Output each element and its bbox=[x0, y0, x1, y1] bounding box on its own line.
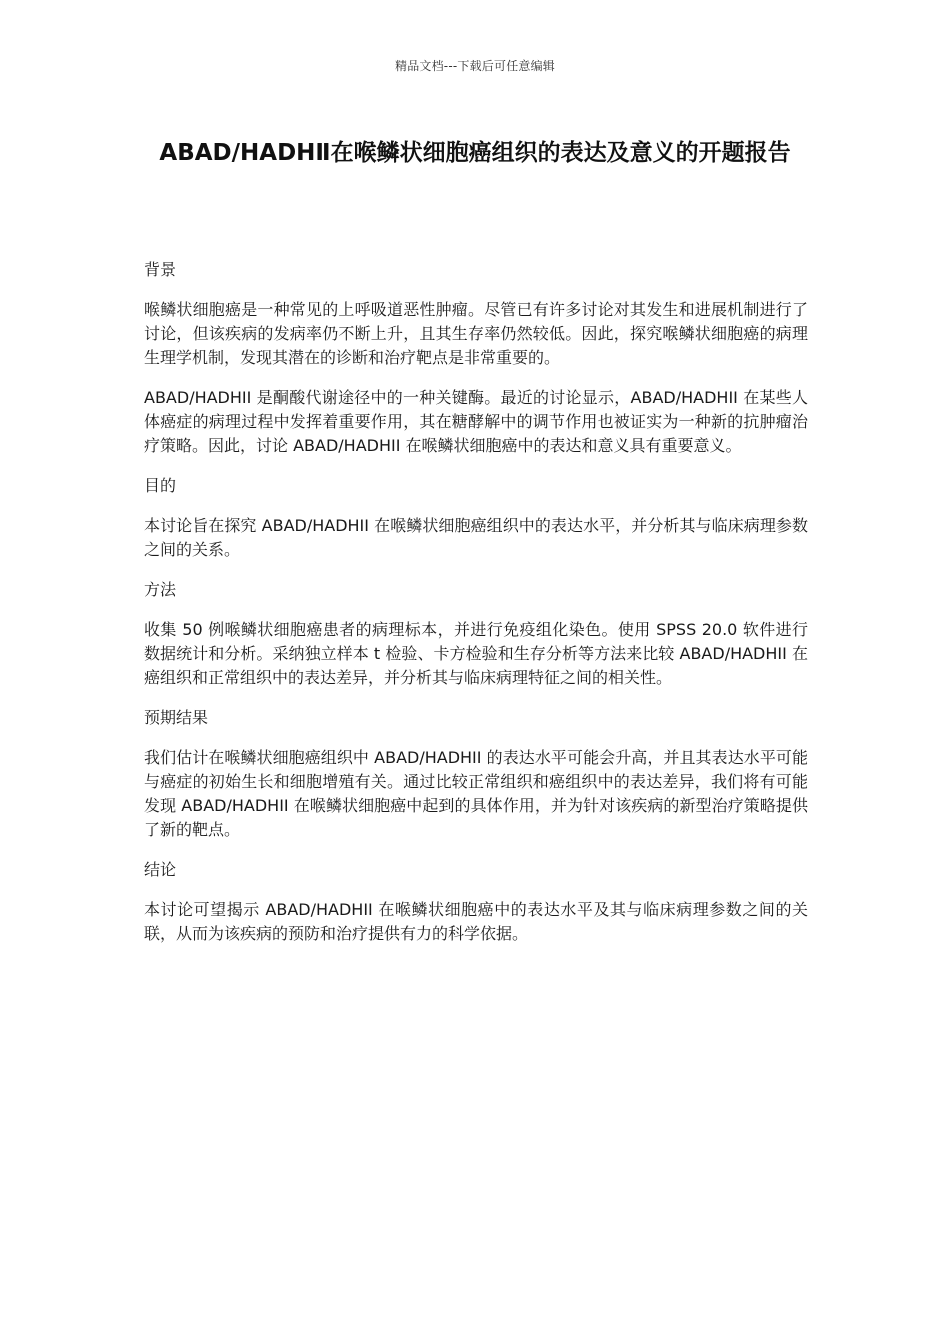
paragraph-background-1: 喉鳞状细胞癌是一种常见的上呼吸道恶性肿瘤。尽管已有许多讨论对其发生和进展机制进行了讨论，但该疾病的发病率仍不断上升，且其生存率仍然较低。因此，探究喉鳞状细胞癌的病理生理学机制，发现其潜在的诊断和治疗靶点是非常重要的。 bbox=[144, 300, 808, 367]
header-note: 精品文档---下载后可任意编辑 bbox=[395, 59, 555, 73]
paragraph-expected-results: 我们估计在喉鳞状细胞癌组织中 ABAD/HADHII 的表达水平可能会升高，并且其表达水平可能与癌症的初始生长和细胞增殖有关。通过比较正常组织和癌组织中的表达差异，我们将有可能发现 ABAD/HADHII 在喉鳞状细胞癌中起到的具体作用，并为针对该疾病的新型治疗策略提供了新的靶点。 bbox=[144, 748, 808, 839]
section-heading-background: 背景 bbox=[144, 260, 177, 279]
paragraph-background-2: ABAD/HADHII 是酮酸代谢途径中的一种关键酶。最近的讨论显示，ABAD/HADHII 在某些人体癌症的病理过程中发挥着重要作用，其在糖酵解中的调节作用也被证实为一种新的抗肿瘤治疗策略。因此，讨论 ABAD/HADHII 在喉鳞状细胞癌中的表达和意义具有重要意义。 bbox=[144, 388, 808, 455]
document-title: ABAD/HADHⅡ在喉鳞状细胞癌组织的表达及意义的开题报告 bbox=[159, 140, 791, 166]
document-body bbox=[144, 258, 808, 962]
section-heading-methods: 方法 bbox=[144, 580, 177, 599]
section-heading-expected-results: 预期结果 bbox=[144, 708, 209, 727]
section-heading-objective: 目的 bbox=[144, 476, 177, 495]
section-heading-conclusion: 结论 bbox=[144, 860, 177, 879]
paragraph-conclusion: 本讨论可望揭示 ABAD/HADHII 在喉鳞状细胞癌中的表达水平及其与临床病理参数之间的关联，从而为该疾病的预防和治疗提供有力的科学依据。 bbox=[144, 900, 808, 943]
paragraph-objective: 本讨论旨在探究 ABAD/HADHII 在喉鳞状细胞癌组织中的表达水平，并分析其与临床病理参数之间的关系。 bbox=[144, 516, 808, 559]
paragraph-methods: 收集 50 例喉鳞状细胞癌患者的病理标本，并进行免疫组化染色。使用 SPSS 20.0 软件进行数据统计和分析。采纳独立样本 t 检验、卡方检验和生存分析等方法来比较 ABAD/HADHII 在癌组织和正常组织中的表达差异，并分析其与临床病理特征之间的相关性。 bbox=[144, 620, 808, 687]
